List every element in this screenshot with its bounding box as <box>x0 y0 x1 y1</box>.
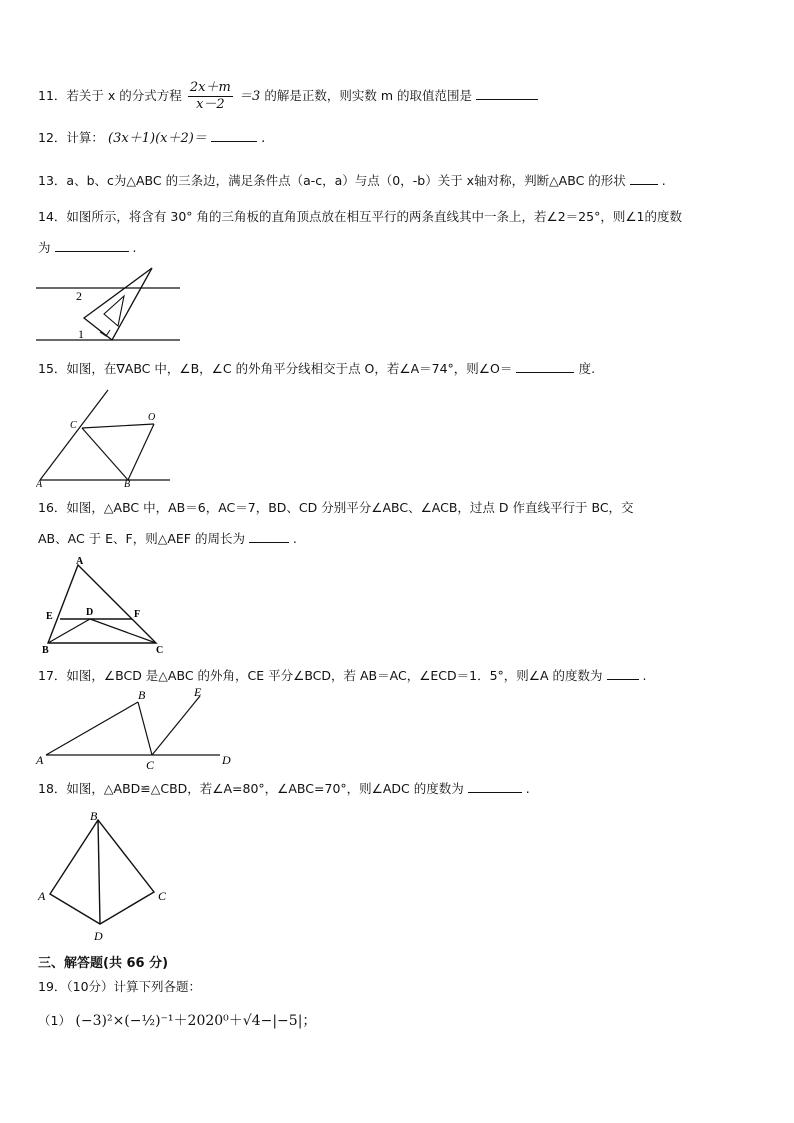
question-19-part1 <box>38 1012 316 1030</box>
q14-figure <box>34 262 184 344</box>
section-3-title: 三、解答题(共 66 分) <box>38 956 169 971</box>
q16-segment-BD <box>48 619 90 643</box>
q15-segment-BO <box>128 424 154 480</box>
q18-end: . <box>525 781 530 796</box>
q19-part1-label: （1） <box>38 1013 71 1028</box>
q11-fraction <box>188 80 233 113</box>
q16-label-A: A <box>76 556 84 567</box>
q18-figure <box>34 806 184 946</box>
q18-segment-BD <box>98 820 100 924</box>
q14-label-2: 2 <box>76 289 82 303</box>
q18-answer-blank[interactable] <box>468 780 522 793</box>
q11-answer-blank[interactable] <box>476 87 538 100</box>
question-19 <box>38 978 201 996</box>
q13-end: . <box>661 173 666 188</box>
question-12 <box>38 129 265 148</box>
q15-label-A: A <box>36 479 43 488</box>
q17-segment-BC <box>138 702 152 755</box>
q16-figure <box>40 555 170 655</box>
q11-prefix: 11．若关于 x 的分式方程 <box>38 88 182 103</box>
q12-prefix: 12．计算： <box>38 130 104 145</box>
q14-triangle-outer <box>84 268 152 340</box>
q14-end: . <box>132 240 137 255</box>
question-17 <box>38 667 647 685</box>
question-16-line2 <box>38 530 297 548</box>
q17-label-D: D <box>222 753 231 767</box>
q18-quadrilateral-ABCD <box>50 820 154 924</box>
q15-line-AC-extended <box>40 390 108 480</box>
q11-suffix: 的解是正数，则实数 m 的取值范围是 <box>264 88 473 103</box>
q19-text: 19．（10分）计算下列各题： <box>38 979 202 994</box>
q17-end: . <box>642 668 647 683</box>
q17-segment-AB <box>46 702 138 755</box>
q16-label-F: F <box>134 609 141 620</box>
q16-segment-CD <box>90 619 156 643</box>
q18-label-C: C <box>158 889 167 903</box>
question-14-line2 <box>38 239 136 257</box>
q16-label-B: B <box>42 645 49 655</box>
q12-answer-blank[interactable] <box>211 129 257 142</box>
question-11 <box>38 80 538 116</box>
q14-right-angle-mark <box>100 330 110 336</box>
q17-answer-blank[interactable] <box>607 667 639 680</box>
question-13 <box>38 172 666 190</box>
question-16-line1 <box>38 499 634 517</box>
q14-answer-blank[interactable] <box>55 239 129 252</box>
q16-line1: 16．如图，△ABC 中，AB＝6，AC＝7，BD、CD 分别平分∠ABC、∠ACB，过点 D 作直线平行于 BC，交 <box>38 500 634 515</box>
q11-frac-denominator: x－2 <box>196 97 225 112</box>
q16-end: . <box>292 531 297 546</box>
q13-text: 13．a、b、c为△ABC 的三条边，满足条件点（a-c，a）与点（0，-b）关于 x轴对称，判断△ABC 的形状 <box>38 173 626 188</box>
q13-answer-blank[interactable] <box>630 172 658 185</box>
q15-answer-blank[interactable] <box>516 360 574 373</box>
q14-label-1: 1 <box>78 327 84 341</box>
q19-part1-expression: (−3)²×(−½)⁻¹＋2020⁰＋√4−|−5|； <box>75 1013 317 1029</box>
q15-label-B: B <box>124 479 131 488</box>
q16-line2: AB、AC 于 E、F，则△AEF 的周长为 <box>38 531 245 546</box>
q17-figure <box>34 684 244 770</box>
q16-answer-blank[interactable] <box>249 530 289 543</box>
q17-text: 17．如图，∠BCD 是△ABC 的外角，CE 平分∠BCD，若 AB＝AC，∠ECD＝1．5°，则∠A 的度数为 <box>38 668 603 683</box>
q18-label-D: D <box>94 929 103 943</box>
q17-label-C: C <box>146 758 155 770</box>
q18-label-A: A <box>38 889 46 903</box>
q12-end: . <box>261 131 266 146</box>
q15-text: 15．如图，在∇ABC 中，∠B，∠C 的外角平分线相交于点 O，若∠A＝74°，则∠O＝ <box>38 361 513 376</box>
q15-end: 度. <box>578 361 596 376</box>
q17-label-E: E <box>194 685 202 699</box>
q11-frac-numerator: 2x＋m <box>189 80 231 95</box>
q17-label-B: B <box>138 688 146 702</box>
q12-expression: (3x＋1)(x＋2)＝ <box>108 131 207 146</box>
q11-after-fraction: ＝3 <box>238 89 261 104</box>
question-15 <box>38 360 595 379</box>
q16-label-E: E <box>46 611 53 622</box>
q18-text: 18．如图，△ABD≌△CBD，若∠A=80°，∠ABC=70°，则∠ADC 的度数为 <box>38 781 464 796</box>
q15-label-C: C <box>70 420 77 431</box>
q18-label-B: B <box>90 809 98 823</box>
q15-segment-CB <box>82 428 128 480</box>
question-18 <box>38 780 530 798</box>
q16-label-D: D <box>86 607 94 618</box>
q16-label-C: C <box>156 645 164 655</box>
question-14-line1 <box>38 208 682 226</box>
q14-line1: 14．如图所示，将含有 30° 角的三角板的直角顶点放在相互平行的两条直线其中一条上，若∠2＝25°，则∠1的度数 <box>38 209 682 224</box>
q14-line2: 为 <box>38 240 51 255</box>
q15-label-O: O <box>148 412 156 423</box>
q15-figure <box>36 388 176 488</box>
q15-segment-CO <box>82 424 154 428</box>
q17-label-A: A <box>36 753 44 767</box>
q17-ray-CE <box>152 696 200 755</box>
q16-triangle-ABC <box>48 565 156 643</box>
